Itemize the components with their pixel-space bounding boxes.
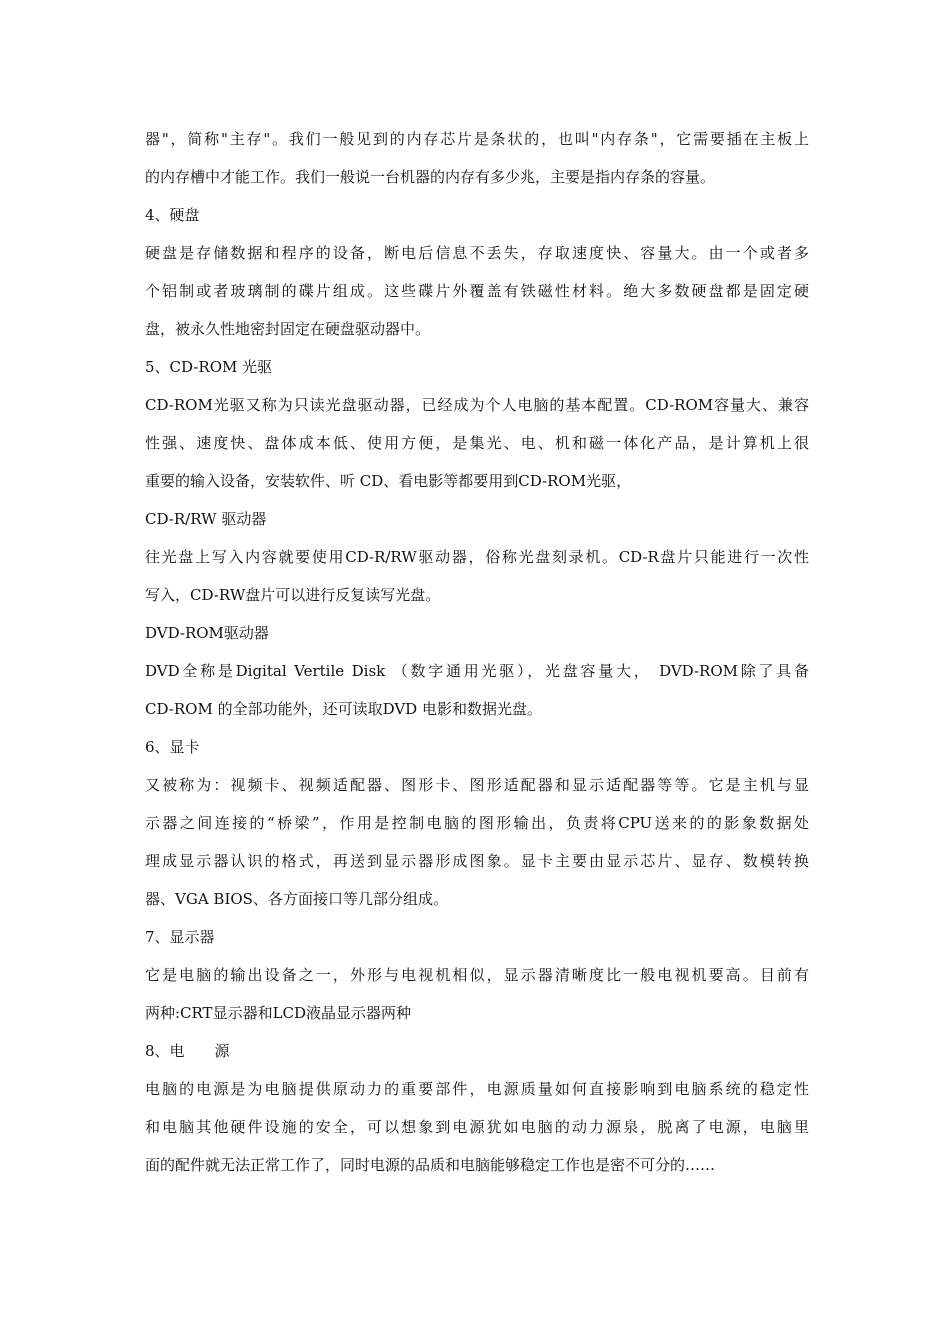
paragraph-line: 盘，被永久性地密封固定在硬盘驱动器中。 <box>145 320 431 338</box>
paragraph-line: 两种:CRT显示器和LCD液晶显示器两种 <box>145 1004 412 1022</box>
section-heading: 4、硬盘 <box>145 206 200 224</box>
section-heading: 7、显示器 <box>145 928 215 946</box>
paragraph-line: 硬盘是存储数据和程序的设备，断电后信息不丢失，存取速度快、容量大。由一个或者多 <box>145 244 809 262</box>
paragraph-line: 往光盘上写入内容就要使用CD-R/RW驱动器，俗称光盘刻录机。CD-R盘片只能进行一次性 <box>145 548 809 566</box>
paragraph-line: CD-ROM 的全部功能外，还可读取DVD 电影和数据光盘。 <box>145 700 542 718</box>
paragraph-line: 示器之间连接的“桥梁”，作用是控制电脑的图形输出，负责将CPU送来的的影象数据处 <box>145 814 809 832</box>
paragraph-line: 器、VGA BIOS、各方面接口等几部分组成。 <box>145 890 448 908</box>
paragraph-line: 重要的输入设备，安装软件、听 CD、看电影等都要用到CD-ROM光驱， <box>145 472 632 490</box>
paragraph-line: 电脑的电源是为电脑提供原动力的重要部件，电源质量如何直接影响到电脑系统的稳定性 <box>145 1080 809 1098</box>
section-heading: CD-R/RW 驱动器 <box>145 510 267 528</box>
section-heading: 6、显卡 <box>145 738 200 756</box>
paragraph-line: 面的配件就无法正常工作了，同时电源的品质和电脑能够稳定工作也是密不可分的…… <box>145 1156 716 1174</box>
paragraph-line: 和电脑其他硬件设施的安全，可以想象到电源犹如电脑的动力源泉，脱离了电源，电脑里 <box>145 1118 809 1136</box>
paragraph-line: 个铝制或者玻璃制的碟片组成。这些碟片外覆盖有铁磁性材料。绝大多数硬盘都是固定硬 <box>145 282 809 300</box>
paragraph-line: 它是电脑的输出设备之一，外形与电视机相似，显示器清晰度比一般电视机要高。目前有 <box>145 966 809 984</box>
section-heading: 8、电 源 <box>145 1042 230 1060</box>
paragraph-line: 器"，简称"主存"。我们一般见到的内存芯片是条状的，也叫"内存条"，它需要插在主板上 <box>145 130 809 148</box>
paragraph-line: 性强、速度快、盘体成本低、使用方便，是集光、电、机和磁一体化产品，是计算机上很 <box>145 434 809 452</box>
paragraph-line: 的内存槽中才能工作。我们一般说一台机器的内存有多少兆，主要是指内存条的容量。 <box>145 168 716 186</box>
paragraph-line: CD-ROM光驱又称为只读光盘驱动器，已经成为个人电脑的基本配置。CD-ROM容量大、兼容 <box>145 396 809 414</box>
paragraph-line: 又被称为：视频卡、视频适配器、图形卡、图形适配器和显示适配器等等。它是主机与显 <box>145 776 809 794</box>
paragraph-line: DVD全称是Digital Vertile Disk （数字通用光驱），光盘容量大， DVD-ROM除了具备 <box>145 662 809 680</box>
section-heading: DVD-ROM驱动器 <box>145 624 269 642</box>
document-body <box>145 120 809 1184</box>
section-heading: 5、CD-ROM 光驱 <box>145 358 273 376</box>
paragraph-line: 写入，CD-RW盘片可以进行反复读写光盘。 <box>145 586 441 604</box>
paragraph-line: 理成显示器认识的格式，再送到显示器形成图象。显卡主要由显示芯片、显存、数模转换 <box>145 852 809 870</box>
